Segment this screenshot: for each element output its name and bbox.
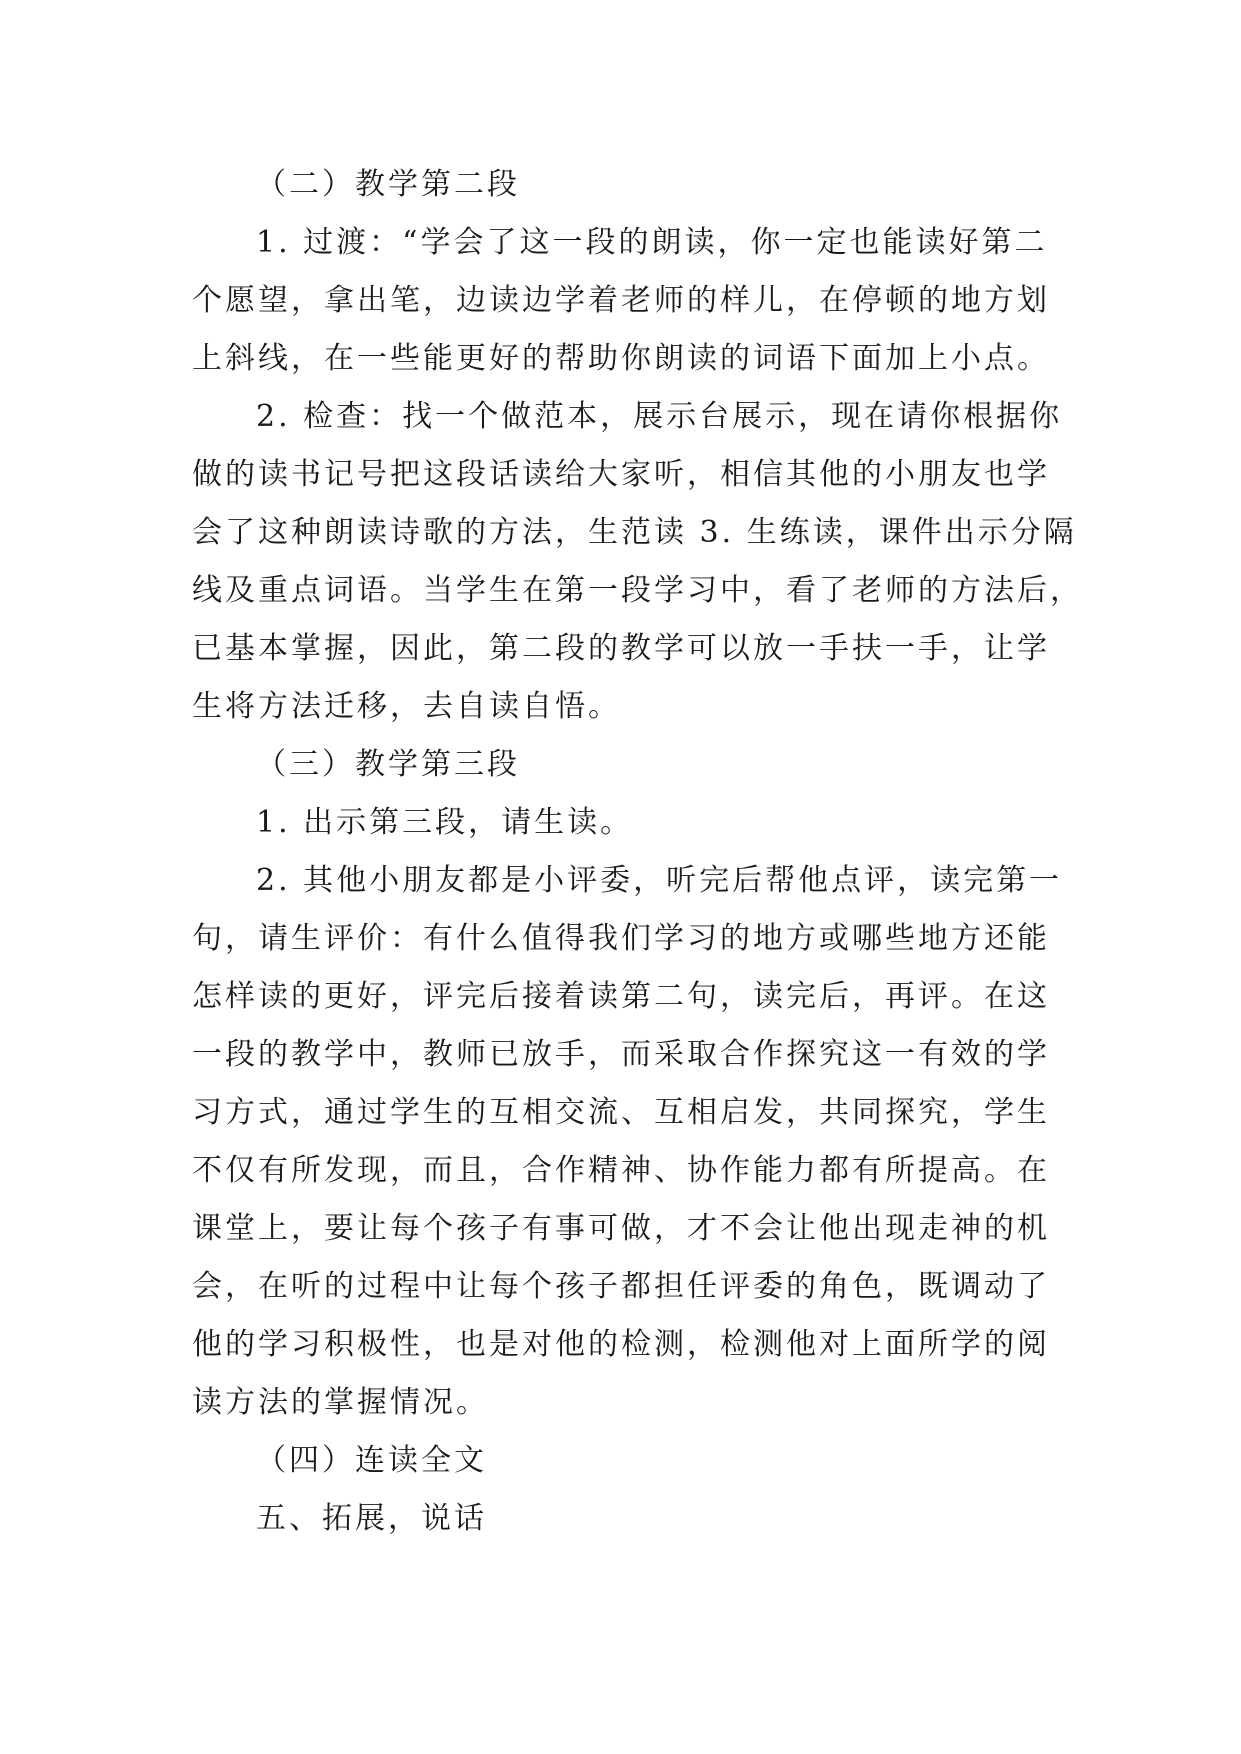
- paragraph-line: 会了这种朗读诗歌的方法，生范读 3. 生练读，课件出示分隔: [192, 515, 1077, 550]
- paragraph-line: 2. 检查：找一个做范本，展示台展示，现在请你根据你: [256, 399, 1063, 434]
- paragraph-line: 生将方法迁移，去自读自悟。: [192, 689, 621, 724]
- paragraph-line: 怎样读的更好，评完后接着读第二句，读完后，再评。在这: [192, 979, 1050, 1014]
- document-body: [192, 156, 1083, 1548]
- paragraph-line: 句，请生评价：有什么值得我们学习的地方或哪些地方还能: [192, 921, 1050, 956]
- paragraph-line: 2. 其他小朋友都是小评委，听完后帮他点评，读完第一: [256, 863, 1063, 898]
- paragraph-line: 1. 过渡：“学会了这一段的朗读，你一定也能读好第二: [256, 225, 1048, 260]
- paragraph-line: 做的读书记号把这段话读给大家听，相信其他的小朋友也学: [192, 457, 1050, 492]
- paragraph-line: 读方法的掌握情况。: [192, 1385, 489, 1420]
- paragraph-line: 不仅有所发现，而且，合作精神、协作能力都有所提高。在: [192, 1153, 1050, 1188]
- section-heading-4: （四）连读全文: [256, 1443, 487, 1478]
- paragraph-line: 上斜线，在一些能更好的帮助你朗读的词语下面加上小点。: [192, 341, 1050, 376]
- paragraph-line: 课堂上，要让每个孩子有事可做，才不会让他出现走神的机: [192, 1211, 1050, 1246]
- paragraph-line: 一段的教学中，教师已放手，而采取合作探究这一有效的学: [192, 1037, 1050, 1072]
- paragraph-line: 习方式，通过学生的互相交流、互相启发，共同探究，学生: [192, 1095, 1050, 1130]
- paragraph-line: 他的学习积极性，也是对他的检测，检测他对上面所学的阅: [192, 1327, 1050, 1362]
- section-heading-5: 五、拓展，说话: [256, 1501, 487, 1536]
- paragraph-line: 个愿望，拿出笔，边读边学着老师的样儿，在停顿的地方划: [192, 283, 1050, 318]
- paragraph-line: 会，在听的过程中让每个孩子都担任评委的角色，既调动了: [192, 1269, 1050, 1304]
- section-heading-3: （三）教学第三段: [256, 747, 520, 782]
- section-heading-2: （二）教学第二段: [256, 167, 520, 202]
- paragraph-line: 已基本掌握，因此，第二段的教学可以放一手扶一手，让学: [192, 631, 1050, 666]
- paragraph-line: 线及重点词语。当学生在第一段学习中，看了老师的方法后，: [192, 573, 1083, 608]
- paragraph-line: 1. 出示第三段，请生读。: [256, 805, 634, 840]
